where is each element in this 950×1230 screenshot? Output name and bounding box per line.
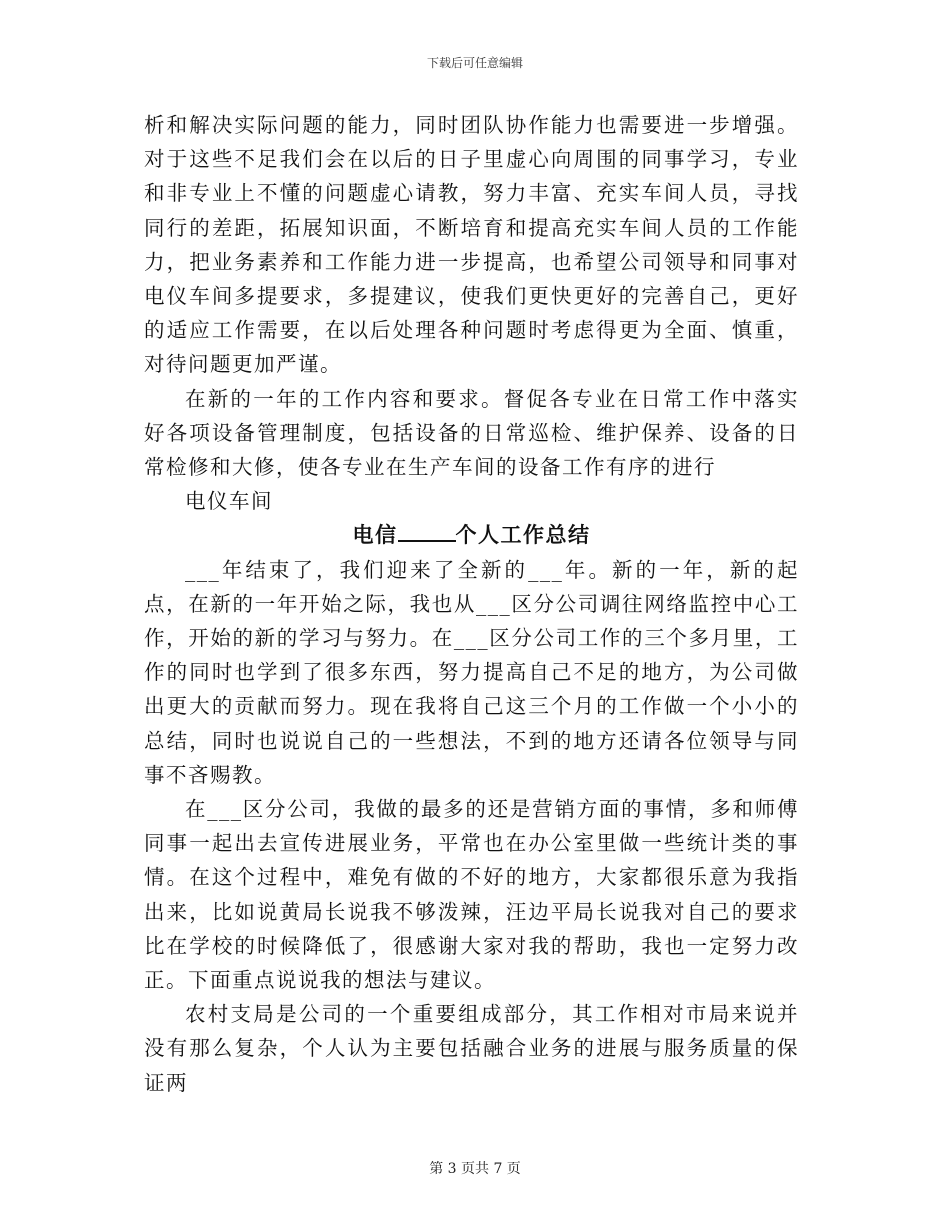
title-blank bbox=[398, 520, 456, 542]
document-body bbox=[144, 108, 799, 1100]
title-prefix: 电信 bbox=[352, 523, 398, 548]
title-suffix: 个人工作总结 bbox=[455, 523, 591, 548]
paragraph-intro: ___年结束了，我们迎来了全新的___年。新的一年，新的起点，在新的一年开始之际，我也从___区分公司调往网络监控中心工作，开始的新的学习与努力。在___区分公司工作的三个多月里，工作的同时也学到了很多东西，努力提高自己不足的地方，为公司做出更大的贡献而努力。现在我将自己这三个月的工作做一个小小的总结，同时也说说自己的一些想法，不到的地方还请各位领导与同事不吝赐教。 bbox=[144, 557, 799, 787]
signature-department: 电仪车间 bbox=[185, 489, 273, 514]
section-title bbox=[144, 518, 799, 552]
page-footer: 第 3 页共 7 页 bbox=[429, 1161, 521, 1177]
paragraph-new-year-requirements: 在新的一年的工作内容和要求。督促各专业在日常工作中落实好各项设备管理制度，包括设备的日常巡检、维护保养、设备的日常检修和大修，使各专业在生产车间的设备工作有序的进行 bbox=[144, 386, 799, 480]
paragraph-continuation: 析和解决实际问题的能力，同时团队协作能力也需要进一步增强。对于这些不足我们会在以后的日子里虚心向周围的同事学习，专业和非专业上不懂的问题虚心请教，努力丰富、充实车间人员，寻找同行的差距，拓展知识面，不断培育和提高充实车间人员的工作能力，把业务素养和工作能力进一步提高，也希望公司领导和同事对电仪车间多提要求，多提建议，使我们更快更好的完善自己，更好的适应工作需要，在以后处理各种问题时考虑得更为全面、慎重，对待问题更加严谨。 bbox=[144, 113, 799, 377]
paragraph-branch-work: 在___区分公司，我做的最多的还是营销方面的事情，多和师傅同事一起出去宣传进展业务，平常也在办公室里做一些统计类的事情。在这个过程中，难免有做的不好的地方，大家都很乐意为我指出来，比如说黄局长说我不够泼辣，汪边平局长说我对自己的要求比在学校的时候降低了，很感谢大家对我的帮助，我也一定努力改正。下面重点说说我的想法与建议。 bbox=[144, 797, 799, 993]
page-header: 下载后可任意编辑 bbox=[426, 56, 523, 70]
paragraph-rural-branch: 农村支局是公司的一个重要组成部分，其工作相对市局来说并没有那么复杂，个人认为主要包括融合业务的进展与服务质量的保证两 bbox=[144, 1002, 799, 1095]
